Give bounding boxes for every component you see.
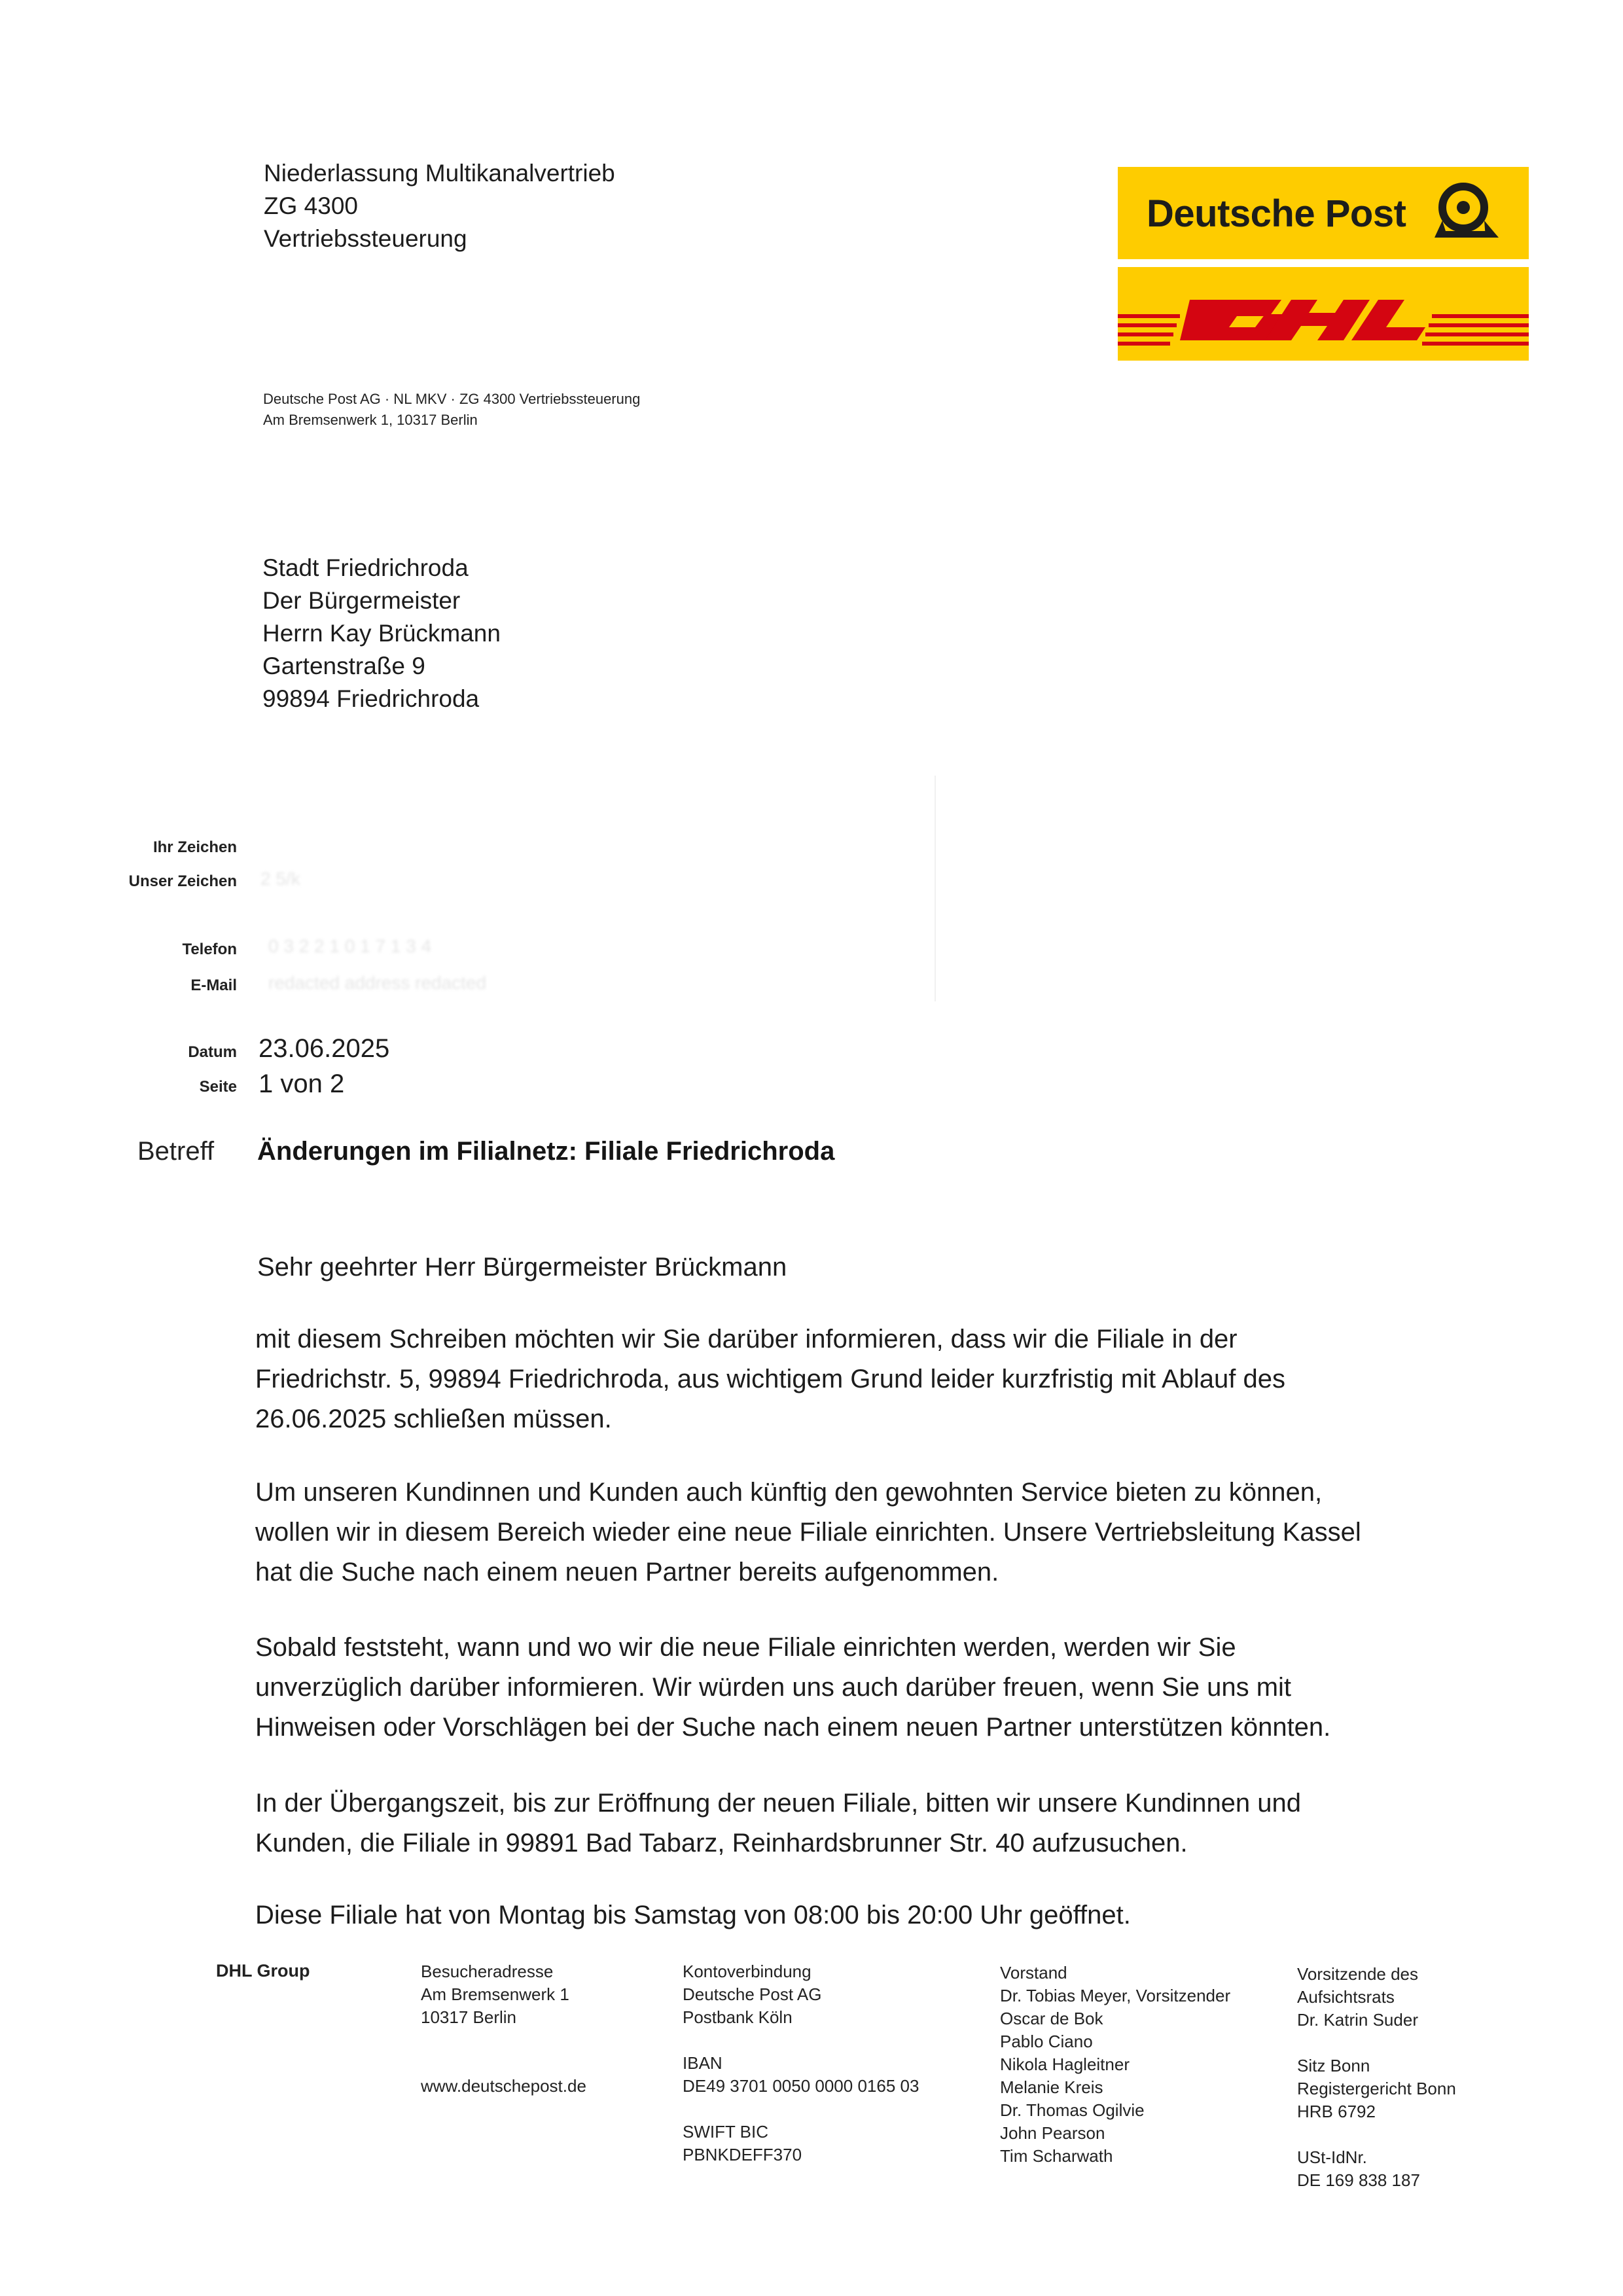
return-address — [263, 389, 640, 431]
footer-line: PBNKDEFF370 — [683, 2145, 802, 2164]
body-paragraph — [255, 1473, 1538, 1592]
footer-line — [683, 2029, 919, 2052]
body-paragraph — [255, 1895, 1538, 1935]
body-line: wollen wir in diesem Bereich wieder eine neue Filiale einrichten. Unsere Vertriebsleitung Kassel — [255, 1518, 1361, 1547]
subject-text: Änderungen im Filialnetz: Filiale Friedrichroda — [257, 1137, 835, 1166]
ihr-zeichen-label: Ihr Zeichen — [152, 838, 237, 856]
footer-line: DE49 3701 0050 0000 0165 03 — [683, 2076, 919, 2096]
dhl-group-label: DHL Group — [216, 1961, 310, 1981]
return-address-line: Deutsche Post AG · NL MKV · ZG 4300 Vertriebssteuerung — [263, 391, 641, 407]
body-line: In der Übergangszeit, bis zur Eröffnung der neuen Filiale, bitten wir unsere Kundinnen und — [255, 1789, 1302, 1818]
deutsche-post-logo — [1118, 167, 1529, 259]
subject-label: Betreff — [137, 1137, 215, 1166]
footer-line: Vorstand — [1000, 1963, 1067, 1982]
sender-line: ZG 4300 — [264, 192, 358, 219]
datum-value: 23.06.2025 — [259, 1034, 390, 1063]
recipient-line: Der Bürgermeister — [262, 587, 461, 614]
deutsche-post-wordmark: Deutsche Post — [1147, 192, 1406, 235]
telefon-label: Telefon — [182, 941, 237, 958]
dhl-wordmark-icon — [1118, 267, 1529, 361]
footer-bank-details — [683, 1960, 919, 2166]
meta-divider — [935, 776, 936, 1001]
telefon-value: 0 3 2 2 1 0 1 7 1 3 4 — [268, 936, 432, 956]
footer-line: Postbank Köln — [683, 2007, 793, 2027]
body-line: Hinweisen oder Vorschlägen bei der Suche nach einem neuen Partner unterstützen könnten. — [255, 1713, 1331, 1742]
footer-line: Dr. Katrin Suder — [1297, 2010, 1418, 2030]
sender-line: Niederlassung Multikanalvertrieb — [264, 160, 615, 187]
footer-line — [1297, 2123, 1456, 2146]
recipient-address — [262, 552, 501, 715]
footer-line: Pablo Ciano — [1000, 2032, 1093, 2051]
body-line: Diese Filiale hat von Montag bis Samstag von 08:00 bis 20:00 Uhr geöffnet. — [255, 1901, 1131, 1929]
email-value: redacted address redacted — [268, 973, 487, 993]
footer-brand — [216, 1960, 310, 1982]
footer-line: DE 169 838 187 — [1297, 2170, 1420, 2190]
footer-line: Deutsche Post AG — [683, 1984, 822, 2004]
footer-supervisory-board — [1297, 1963, 1456, 2192]
recipient-line: Herrn Kay Brückmann — [262, 620, 501, 647]
body-line: mit diesem Schreiben möchten wir Sie darüber informieren, dass wir die Filiale in der — [255, 1325, 1238, 1354]
body-paragraph — [255, 1319, 1538, 1439]
footer-line: Vorsitzende des — [1297, 1964, 1419, 1984]
seite-value: 1 von 2 — [259, 1069, 345, 1098]
footer-line: Besucheradresse — [421, 1962, 554, 1981]
footer-line — [421, 2052, 586, 2075]
email-label: E-Mail — [190, 977, 237, 994]
footer-line: Tim Scharwath — [1000, 2146, 1113, 2166]
footer-line: John Pearson — [1000, 2123, 1105, 2143]
footer-line — [683, 2098, 919, 2121]
unser-zeichen-label: Unser Zeichen — [128, 872, 237, 890]
footer-line: USt-IdNr. — [1297, 2147, 1367, 2167]
footer-line: Melanie Kreis — [1000, 2077, 1103, 2097]
footer-line: Aufsichtsrats — [1297, 1987, 1395, 2007]
footer-line: Sitz Bonn — [1297, 2056, 1370, 2075]
recipient-line: Gartenstraße 9 — [262, 653, 425, 679]
footer-line: Nikola Hagleitner — [1000, 2054, 1130, 2074]
sender-block — [264, 157, 615, 255]
body-line: Sobald feststeht, wann und wo wir die neue Filiale einrichten werden, werden wir Sie — [255, 1633, 1236, 1662]
footer-line: 10317 Berlin — [421, 2007, 516, 2027]
sender-line: Vertriebssteuerung — [264, 225, 467, 252]
dhl-logo — [1118, 267, 1529, 361]
footer-line: HRB 6792 — [1297, 2102, 1376, 2121]
body-line: Friedrichstr. 5, 99894 Friedrichroda, aus wichtigem Grund leider kurzfristig mit Ablauf des — [255, 1365, 1286, 1393]
footer-line: SWIFT BIC — [683, 2122, 768, 2142]
unser-zeichen-value: 2 5/k — [260, 869, 300, 889]
footer-line: Am Bremsenwerk 1 — [421, 1984, 569, 2004]
footer-line — [1297, 2032, 1456, 2054]
footer-line: IBAN — [683, 2053, 722, 2073]
website-link[interactable]: www.deutschepost.de — [421, 2076, 586, 2096]
footer-line: Dr. Tobias Meyer, Vorsitzender — [1000, 1986, 1231, 2005]
footer-line: Registergericht Bonn — [1297, 2079, 1456, 2098]
body-paragraph — [255, 1784, 1538, 1863]
footer-line: Dr. Thomas Ogilvie — [1000, 2100, 1145, 2120]
body-line: 26.06.2025 schließen müssen. — [255, 1405, 612, 1433]
body-line: unverzüglich darüber informieren. Wir würden uns auch darüber freuen, wenn Sie uns mit — [255, 1673, 1292, 1702]
recipient-line: 99894 Friedrichroda — [262, 685, 480, 712]
seite-label: Seite — [199, 1078, 237, 1096]
footer-line: Kontoverbindung — [683, 1962, 812, 1981]
footer-line: Oscar de Bok — [1000, 2009, 1103, 2028]
post-horn-icon — [1429, 180, 1508, 245]
body-line: hat die Suche nach einem neuen Partner bereits aufgenommen. — [255, 1558, 999, 1587]
body-paragraph — [255, 1628, 1538, 1748]
datum-label: Datum — [188, 1043, 237, 1061]
recipient-line: Stadt Friedrichroda — [262, 554, 469, 581]
body-line: Kunden, die Filiale in 99891 Bad Tabarz, Reinhardsbrunner Str. 40 aufzusuchen. — [255, 1829, 1188, 1857]
body-line: Um unseren Kundinnen und Kunden auch künftig den gewohnten Service bieten zu können, — [255, 1478, 1323, 1507]
footer-line — [421, 2029, 586, 2052]
salutation: Sehr geehrter Herr Bürgermeister Brückmann — [257, 1253, 787, 1282]
footer-board — [1000, 1962, 1230, 2168]
return-address-line: Am Bremsenwerk 1, 10317 Berlin — [263, 412, 478, 428]
footer-visitor-address — [421, 1960, 586, 2098]
